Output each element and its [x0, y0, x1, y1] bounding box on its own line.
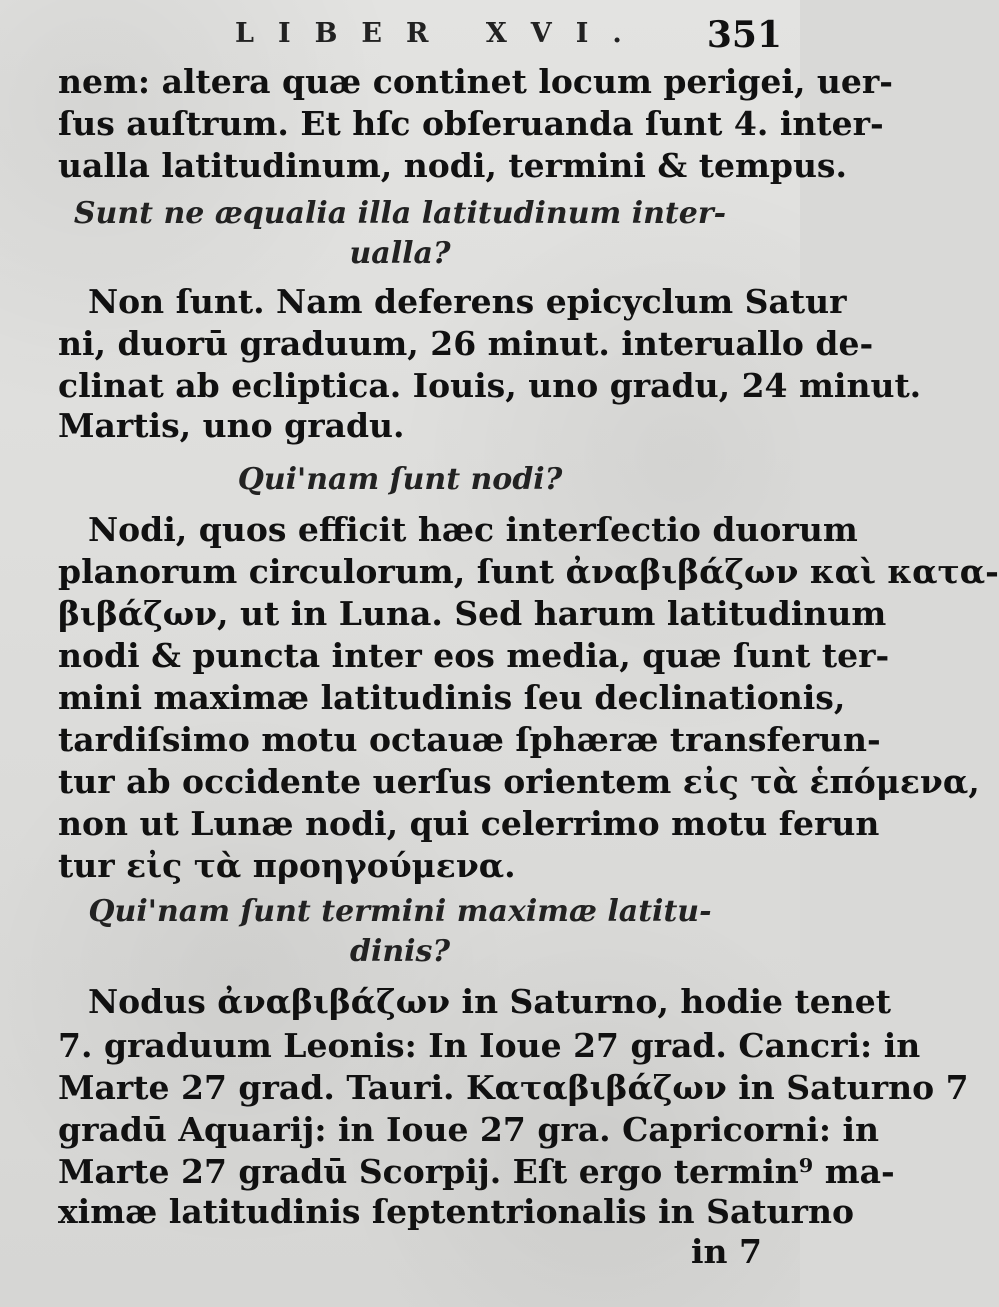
catchword: in 7 — [691, 1232, 762, 1271]
question-heading: ualla? — [349, 236, 451, 271]
answer-line: Nodi, quos efficit hæc interſectio duorum — [88, 510, 858, 549]
answer-line: Marte 27 grad. Tauri. Καταβιβάζων in Saturno 7 — [58, 1068, 969, 1107]
answer-line: ni, duorū graduum, 26 minut. interuallo de- — [58, 324, 874, 363]
answer-line: Martis, uno gradu. — [58, 406, 405, 445]
answer-line: βιβάζων, ut in Luna. Sed harum latitudinum — [58, 594, 887, 633]
answer-line: mini maximæ latitudinis ſeu declinationis, — [58, 678, 846, 717]
page-number: 351 — [706, 14, 782, 56]
answer-line: ximæ latitudinis ſeptentrionalis in Saturno — [58, 1192, 854, 1231]
answer-line: nodi & puncta inter eos media, quæ ſunt ter- — [58, 636, 890, 675]
answer-line: Nodus ἀναβιβάζων in Saturno, hodie tenet — [88, 982, 891, 1021]
question-heading: Qui'nam ſunt nodi? — [237, 462, 563, 497]
question-heading: Qui'nam ſunt termini maximæ latitu- — [88, 894, 712, 929]
running-title: LIBER XVI. — [235, 18, 646, 49]
answer-line: Marte 27 gradū Scorpij. Eſt ergo termin⁹ ma- — [58, 1152, 895, 1191]
text-line: ſus auſtrum. Et hſc obſeruanda ſunt 4. inter- — [58, 104, 884, 143]
answer-line: 7. graduum Leonis: In Ioue 27 grad. Cancri: in — [58, 1026, 921, 1065]
answer-line: planorum circulorum, ſunt ἀναβιβάζων καὶ κατα- — [58, 552, 999, 591]
page-header — [0, 14, 800, 54]
answer-line: non ut Lunæ nodi, qui celerrimo motu ferun — [58, 804, 880, 843]
answer-line: gradū Aquarij: in Ioue 27 gra. Capricorni: in — [58, 1110, 880, 1149]
answer-line: tur εἰς τὰ προηγούμενα. — [58, 846, 516, 885]
question-heading: dinis? — [349, 934, 451, 969]
answer-line: Non ſunt. Nam deferens epicyclum Satur — [88, 282, 847, 321]
answer-line: tur ab occidente uerſus orientem εἰς τὰ ἑπόμενα, — [58, 762, 980, 801]
text-line: ualla latitudinum, nodi, termini & tempus. — [58, 146, 848, 185]
text-line: nem: altera quæ continet locum perigei, uer- — [58, 62, 894, 101]
answer-line: tardiſsimo motu octauæ ſphæræ transferun- — [58, 720, 881, 759]
question-heading: Sunt ne æqualia illa latitudinum inter- — [73, 196, 727, 231]
answer-line: clinat ab ecliptica. Iouis, uno gradu, 24 minut. — [58, 366, 922, 405]
